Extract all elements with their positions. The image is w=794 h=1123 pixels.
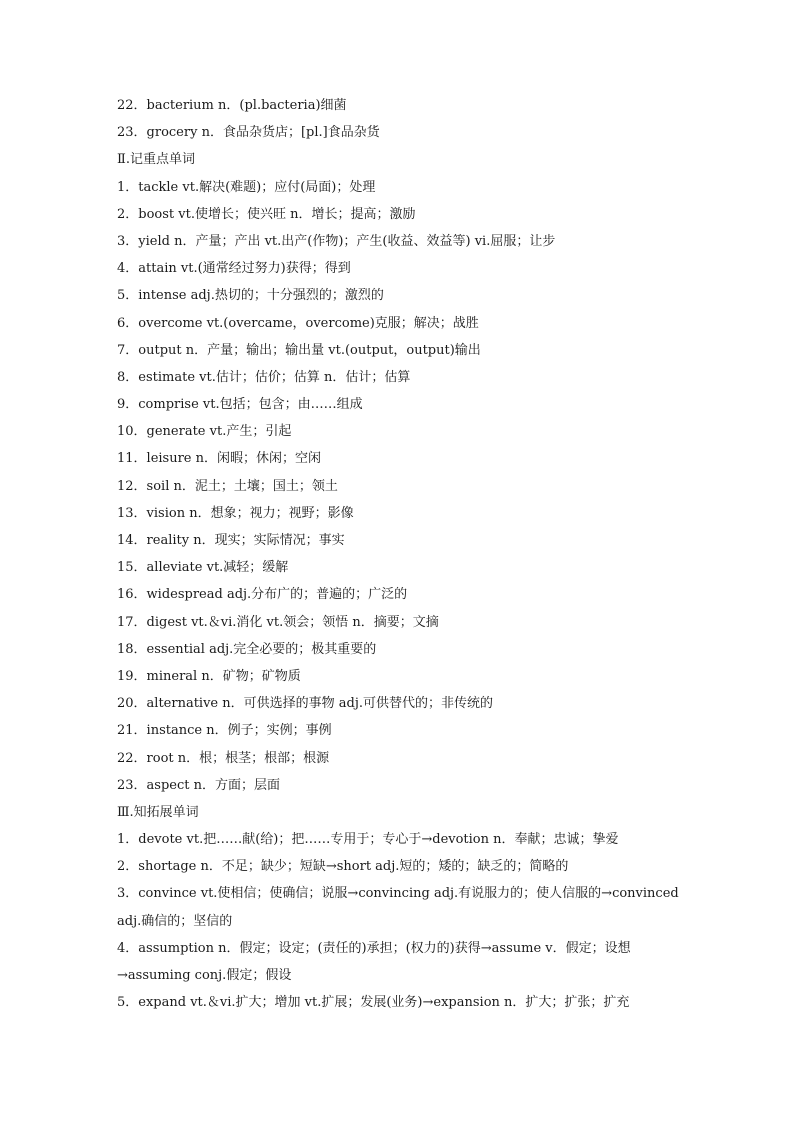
section-heading-key-words: Ⅱ.记重点单词: [117, 152, 195, 168]
list-item: 22．bacterium n．(pl.bacteria)细菌: [117, 98, 347, 113]
list-item: 23．grocery n．食品杂货店；[pl.]食品杂货: [117, 125, 380, 141]
list-item: 6．overcome vt.(overcame，overcome)克服；解决；战胜: [117, 315, 479, 331]
list-item: 3．yield n．产量；产出 vt.出产(作物)；产生(收益、效益等) vi.屈服；让步: [117, 233, 556, 249]
list-item: 8．estimate vt.估计；估价；估算 n．估计；估算: [117, 369, 411, 385]
list-item: 19．mineral n．矿物；矿物质: [117, 668, 301, 684]
list-item: 12．soil n．泥土；土壤；国土；领土: [117, 478, 338, 494]
list-item: 16．widespread adj.分布广的；普遍的；广泛的: [117, 587, 408, 603]
section-heading-extended-words: Ⅲ.知拓展单词: [117, 804, 199, 820]
list-item: 10．generate vt.产生；引起: [117, 424, 292, 440]
list-item: 2．shortage n．不足；缺少；短缺→short adj.短的；矮的；缺乏的；简略的: [117, 859, 569, 875]
list-item: 3．convince vt.使相信；使确信；说服→convincing adj.有说服力的；使人信服的→convinced adj.确信的；坚信的: [117, 886, 679, 929]
list-item: 5．intense adj.热切的；十分强烈的；激烈的: [117, 288, 384, 304]
list-item: 4．attain vt.(通常经过努力)获得；得到: [117, 261, 351, 277]
list-item: 14．reality n．现实；实际情况；事实: [117, 533, 345, 548]
list-item: 17．digest vt.＆vi.消化 vt.领会；领悟 n．摘要；文摘: [117, 614, 439, 630]
list-item: 5．expand vt.＆vi.扩大；增加 vt.扩展；发展(业务)→expansion n．扩大；扩张；扩充: [117, 995, 630, 1011]
vocabulary-list: [117, 92, 687, 1016]
list-item: 22．root n．根；根茎；根部；根源: [117, 750, 330, 766]
list-item: 1．devote vt.把……献(给)；把……专用于；专心于→devotion n．奉献；忠诚；挚爱: [117, 832, 619, 848]
list-item: 13．vision n．想象；视力；视野；影像: [117, 505, 354, 521]
list-item: 7．output n．产量；输出；输出量 vt.(output，output)输出: [117, 342, 481, 358]
list-item: 2．boost vt.使增长；使兴旺 n．增长；提高；激励: [117, 206, 416, 222]
list-item: 4．assumption n．假定；设定；(责任的)承担；(权力的)获得→assume v．假定；设想→assuming conj.假定；假设: [117, 940, 631, 984]
list-item: 23．aspect n．方面；层面: [117, 777, 280, 793]
list-item: 11．leisure n．闲暇；休闲；空闲: [117, 451, 322, 467]
list-item: 20．alternative n．可供选择的事物 adj.可供替代的；非传统的: [117, 696, 493, 712]
list-item: 18．essential adj.完全必要的；极其重要的: [117, 641, 377, 657]
list-item: 15．alleviate vt.减轻；缓解: [117, 560, 289, 576]
list-item: 1．tackle vt.解决(难题)；应付(局面)；处理: [117, 179, 376, 195]
list-item: 9．comprise vt.包括；包含；由……组成: [117, 397, 363, 413]
list-item: 21．instance n．例子；实例；事例: [117, 723, 332, 739]
